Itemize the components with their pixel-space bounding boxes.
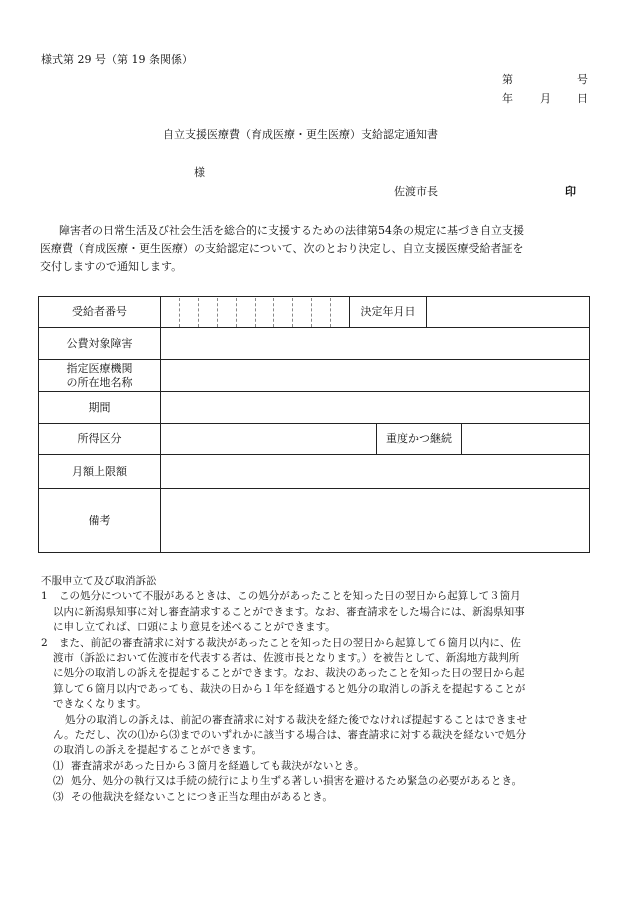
date-month-label: 月 <box>540 92 551 105</box>
page-title: 自立支援医療費（育成医療・更生医療）支給認定通知書 <box>163 128 438 141</box>
table-row <box>39 297 590 328</box>
appeal-item-1-line: 以内に新潟県知事に対し審査請求することができます。なお、審査請求をした場合には、新潟県知事 <box>53 605 525 618</box>
addressee-suffix: 様 <box>194 166 205 179</box>
appeal-note-line: 処分の取消しの訴えは、前記の審査請求に対する裁決を経た後でなければ提起することはできませ <box>65 713 527 726</box>
public-expense-disability-value[interactable] <box>161 328 590 360</box>
table-row <box>39 392 590 424</box>
issuer-name: 佐渡市長 <box>394 185 438 198</box>
appeal-item-2-line <box>41 636 601 651</box>
condition-number: ⑵ <box>53 775 64 788</box>
appeal-item-2-line: できなくなります。 <box>53 698 147 711</box>
appeal-item-2-text: また、前記の審査請求に対する裁決があったことを知った日の翌日から起算して６箇月以内に、佐 <box>59 636 521 649</box>
decision-date-value[interactable] <box>427 297 590 328</box>
appeal-item-1-line <box>41 589 601 604</box>
appeal-condition <box>41 774 601 789</box>
monthly-limit-label: 月額上限額 <box>39 455 161 489</box>
condition-text: その他裁決を経ないことにつき正当な理由があるとき。 <box>71 790 333 803</box>
form-number: 様式第 29 号（第 19 条関係） <box>41 53 193 66</box>
recipient-number-cells[interactable] <box>161 297 350 328</box>
appeal-condition <box>41 759 601 774</box>
income-category-value[interactable] <box>161 424 377 455</box>
severe-continuous-label: 重度かつ継続 <box>377 424 462 455</box>
appeal-item-2-line: 算して６箇月以内であっても、裁決の日から１年を経過すると処分の取消しの訴えを提起することが <box>53 682 526 695</box>
table-row <box>39 455 590 489</box>
appeal-item-2-number: 2 <box>41 636 48 649</box>
intro-paragraph <box>40 222 600 276</box>
intro-line: 交付しますので通知します。 <box>40 260 183 273</box>
appeal-note-line: ん。ただし、次の⑴から⑶までのいずれかに該当する場合は、審査請求に対する裁決を経ないで処分 <box>53 729 527 742</box>
condition-text: 処分、処分の執行又は手続の続行により生ずる著しい損害を避けるため緊急の必要があるとき。 <box>71 775 523 788</box>
severe-continuous-value[interactable] <box>462 424 590 455</box>
condition-number: ⑶ <box>53 790 64 803</box>
period-value[interactable] <box>161 392 590 424</box>
table-row <box>39 328 590 360</box>
appeal-item-1-number: 1 <box>41 590 48 603</box>
designated-institution-value[interactable] <box>161 360 590 392</box>
document-number-prefix: 第 <box>502 73 513 86</box>
appeal-item-1-line: に申し立てれば、口頭により意見を述べることができます。 <box>53 621 336 634</box>
condition-text: 審査請求があった日から３箇月を経過しても裁決がないとき。 <box>71 759 365 772</box>
appeal-heading: 不服申立て及び取消訴訟 <box>41 575 157 587</box>
date-day-label: 日 <box>577 92 588 105</box>
condition-number: ⑴ <box>53 759 64 772</box>
income-category-label: 所得区分 <box>39 424 161 455</box>
appeal-item-1-text: この処分について不服があるときは、この処分があったことを知った日の翌日から起算して３箇月 <box>59 590 521 603</box>
appeal-item-2-line: に処分の取消しの訴えを提起することができます。なお、裁決のあったことを知った日の翌日から起 <box>53 667 525 680</box>
public-expense-disability-label: 公費対象障害 <box>39 328 161 360</box>
appeal-item-2-line: 渡市（訴訟において佐渡市を代表する者は、佐渡市長となります。）を被告として、新潟地方裁判所 <box>53 652 520 665</box>
intro-line: 障害者の日常生活及び社会生活を総合的に支援するための法律第54条の規定に基づき自立支援 <box>59 224 524 237</box>
monthly-limit-value[interactable] <box>161 455 590 489</box>
designated-institution-label-line1: 指定医療機関 <box>66 361 133 375</box>
decision-date-label: 決定年月日 <box>350 297 427 328</box>
appeal-note-line: の取消しの訴えを提起することができます。 <box>53 744 263 757</box>
certification-table <box>38 296 590 553</box>
table-row <box>39 489 590 553</box>
document-number-suffix: 号 <box>577 73 588 86</box>
appeal-notice <box>41 574 601 805</box>
seal-mark: 印 <box>565 185 576 198</box>
table-row <box>39 424 590 455</box>
period-label: 期間 <box>39 392 161 424</box>
recipient-number-label: 受給者番号 <box>39 297 161 328</box>
date-year-label: 年 <box>502 92 513 105</box>
remarks-label: 備考 <box>39 489 161 553</box>
designated-institution-label-line2: の所在地名称 <box>66 375 133 389</box>
remarks-value[interactable] <box>161 489 590 553</box>
intro-line: 医療費（育成医療・更生医療）の支給認定について、次のとおり決定し、自立支援医療受給者証を <box>40 242 524 255</box>
appeal-condition <box>41 790 601 805</box>
table-row <box>39 360 590 392</box>
designated-institution-label <box>39 360 161 392</box>
